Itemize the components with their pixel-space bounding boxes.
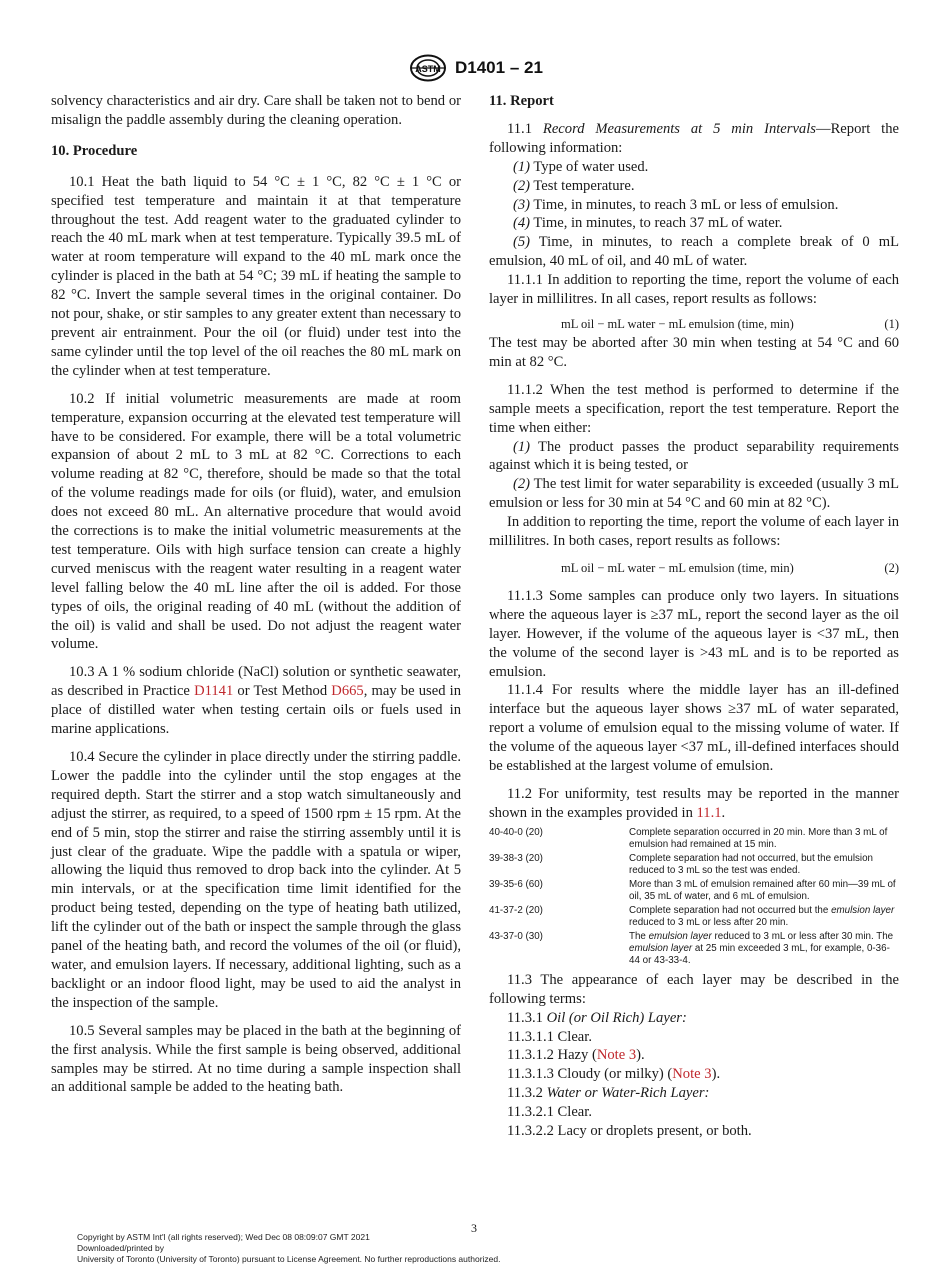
paragraph-11-2: 11.2 For uniformity, test results may be reported in the manner shown in the examples provided in 11.1.	[489, 786, 899, 821]
list-item: (5) Time, in minutes, to reach a complete break of 0 mL emulsion, 40 mL of oil, and 40 mL of water.	[489, 234, 899, 270]
table-row: 41-37-2 (20) Complete separation had not occurred but the emulsion layer reduced to 3 mL or less after 20 min.	[489, 904, 895, 928]
paragraph-11-3: 11.3 The appearance of each layer may be described in the following terms:	[489, 971, 899, 1007]
item-11-3-1-2: 11.3.1.2 Hazy (Note 3).	[507, 1047, 645, 1064]
link-d665[interactable]: D665	[331, 683, 364, 700]
item-11-3-1-1: 11.3.1.1 Clear.	[507, 1028, 592, 1045]
paragraph-abort: The test may be aborted after 30 min when testing at 54 °C and 60 min at 82 °C.	[489, 334, 899, 370]
continued-paragraph: solvency characteristics and air dry. Care shall be taken not to bend or misalign the paddle assembly during the cleaning operation.	[51, 93, 461, 128]
paragraph-10-1: 10.1 Heat the bath liquid to 54 °C ± 1 °C, 82 °C ± 1 °C or specified test temperature and maintain it at that temperature throughout the test. Add reagent water to the graduated cylinder to reach the 40 mL mark when at test temperature. Typically 39.5 mL of water at room temperature will expand to the 40 mL mark once the cylinder is placed in the bath at 54 °C; 39 mL if heating the sample to 82 °C. Invert the sample several times in the original container. Do not pour, shake, or stir samples to any greater extent than necessary to prevent air entrainment. Pour the oil (or fluid) under test into the same cylinder until the top level of the oil reaches the 80 mL mark on the cylinder when at test temperature.	[51, 173, 461, 379]
footer-line: Copyright by ASTM Int'l (all rights reserved); Wed Dec 08 08:09:07 GMT 2021	[77, 1232, 370, 1242]
subsection-11-3-1: 11.3.1 Oil (or Oil Rich) Layer:	[507, 1009, 687, 1026]
paragraph-10-5: 10.5 Several samples may be placed in the bath at the beginning of the first analysis. While the first sample is being observed, additional samples may be stirred. At no time during a sample inspection shall an additional sample be added to the heating bath.	[51, 1022, 461, 1096]
item-11-3-2-1: 11.3.2.1 Clear.	[507, 1104, 592, 1121]
paragraph-11-1-2: 11.1.2 When the test method is performed to determine if the sample meets a specification, report the test temperature. Report the time when either:	[489, 381, 899, 436]
table-row: 43-37-0 (30) The emulsion layer reduced to 3 mL or less after 30 min. The emulsion layer at 25 min exceeded 3 mL, for example, 0-36-44 or 43-33-4.	[489, 930, 894, 966]
table-row: 40-40-0 (20) Complete separation occurred in 20 min. More than 3 mL of emulsion had remained at 15 min.	[489, 826, 888, 850]
table-row: 39-38-3 (20) Complete separation had not occurred, but the emulsion reduced to 3 mL so the test was ended.	[489, 852, 873, 876]
footer-line: University of Toronto (University of Toronto) pursuant to License Agreement. No further reproductions authorized.	[77, 1254, 501, 1264]
paragraph-11-1-1: 11.1.1 In addition to reporting the time, report the volume of each layer in millilitres. In all cases, report results as follows:	[489, 272, 899, 308]
link-d1141[interactable]: D1141	[194, 683, 234, 700]
left-column	[51, 92, 461, 1097]
examples-table	[489, 827, 899, 967]
paragraph-11-1-3: 11.1.3 Some samples can produce only two layers. In situations where the aqueous layer is ≥37 mL, report the second layer as the oil layer. However, if the volume of the aqueous layer is <37 mL, then the volume of the second layer is >43 mL and is to be reported as emulsion.	[489, 587, 899, 680]
link-note-3[interactable]: Note 3	[596, 1047, 637, 1064]
table-row: 39-35-6 (60) More than 3 mL of emulsion remained after 60 min—39 mL of oil, 35 mL of water, and 6 mL of emulsion.	[489, 878, 896, 902]
list-item: (3) Time, in minutes, to reach 3 mL or less of emulsion.	[513, 196, 839, 213]
item-11-3-2-2: 11.3.2.2 Lacy or droplets present, or both.	[507, 1123, 752, 1140]
list-item: (1) The product passes the product separability requirements against which it is being tested, or	[489, 438, 899, 474]
link-note-3[interactable]: Note 3	[672, 1066, 712, 1083]
paragraph-10-2: 10.2 If initial volumetric measurements are made at room temperature, expansion occurring at the elevated test temperature will have to be considered. For example, there will be a total volumetric expansion of about 2 mL to 3 mL at 82 °C. Corrections to each volume reading at 82 °C, therefore, should be made so that the total of the volume readings made for oils (or fluid), water, and emulsion does not exceed 80 mL. An alternative procedure that would avoid the corrections is to make the initial volumetric measurements at the test temperature. Oils with high surface tension can create a highly curved meniscus with the reagent water resulting in a reagent water level falling below the 40 mL line after the oil is added. For those types of oils, the original reading of 40 mL (without the addition of the oil) is valid and shall be used. Do not adjust the reagent water volume.	[51, 390, 461, 653]
paragraph-both-cases: In addition to reporting the time, report the volume of each layer in millilitres. In both cases, report results as follows:	[489, 514, 899, 550]
standard-designation: D1401 – 21	[455, 58, 543, 77]
section-11-heading: 11. Report	[489, 93, 554, 109]
paragraph-10-4: 10.4 Secure the cylinder in place directly under the stirring paddle. Lower the paddle into the cylinder until the stop engages at the required depth. Start the stirrer and a stop watch simultaneously and adjust the stirrer, as required, to a speed of 1500 rpm ± 15 rpm. At the end of 5 min, stop the stirrer and raise the stirring assembly until it is just clear of the graduate. Wipe the paddle with a spatula or wiper, allowing the liquid thus removed to drop back into the cylinder. At 5 min intervals, or at the specification time limit identified for the product being tested, depending on the type of heating bath utilized, lift the cylinder out of the bath or inspect the sample through the glass panel of the heating bath, and record the volumes of the oil (or fluid), water, and emulsion layers. If necessary, additional lighting, such as a backlight or an indoor flood light, may be used to aid the analyst in the inspection of the sample.	[51, 749, 461, 1011]
page-header	[0, 54, 950, 84]
list-item: (2) Test temperature.	[513, 177, 635, 194]
item-11-3-1-3: 11.3.1.3 Cloudy (or milky) (Note 3).	[507, 1066, 721, 1083]
footer-line: Downloaded/printed by	[77, 1243, 164, 1253]
right-column	[489, 92, 899, 1141]
link-11-1[interactable]: 11.1	[696, 804, 722, 821]
page-number: 3	[471, 1221, 477, 1235]
equation-1: mL oil − mL water − mL emulsion (time, min) (1)	[561, 317, 899, 332]
astm-logo-icon	[409, 54, 447, 82]
list-item: (2) The test limit for water separability is exceeded (usually 3 mL emulsion or less for 30 min at 54 °C and 60 min at 82 °C).	[489, 476, 899, 512]
equation-2: mL oil − mL water − mL emulsion (time, min) (2)	[561, 560, 899, 575]
svg-text:ASTM: ASTM	[415, 64, 441, 74]
subsection-11-3-2: 11.3.2 Water or Water-Rich Layer:	[507, 1085, 710, 1102]
copyright-footer	[77, 1232, 501, 1265]
list-item: (1) Type of water used.	[513, 158, 649, 175]
paragraph-11-1: 11.1 Record Measurements at 5 min Intervals—Report the following information:	[489, 120, 900, 156]
paragraph-11-1-4: 11.1.4 For results where the middle layer has an ill-defined interface but the aqueous layer shows ≥37 mL of water separated, report a volume of emulsion equal to the missing volume of water. If the volume of the aqueous layer <37 mL, ill-defined interfaces should be established at the largest volume of emulsion.	[489, 682, 899, 775]
list-item: (4) Time, in minutes, to reach 37 mL of water.	[513, 215, 783, 232]
paragraph-10-3: 10.3 A 1 % sodium chloride (NaCl) solution or synthetic seawater, as described in Practice D1141 or Test Method D665, may be used in place of distilled water when testing certain oils or fuels used in marine applications.	[51, 664, 461, 738]
section-10-heading: 10. Procedure	[51, 142, 138, 159]
